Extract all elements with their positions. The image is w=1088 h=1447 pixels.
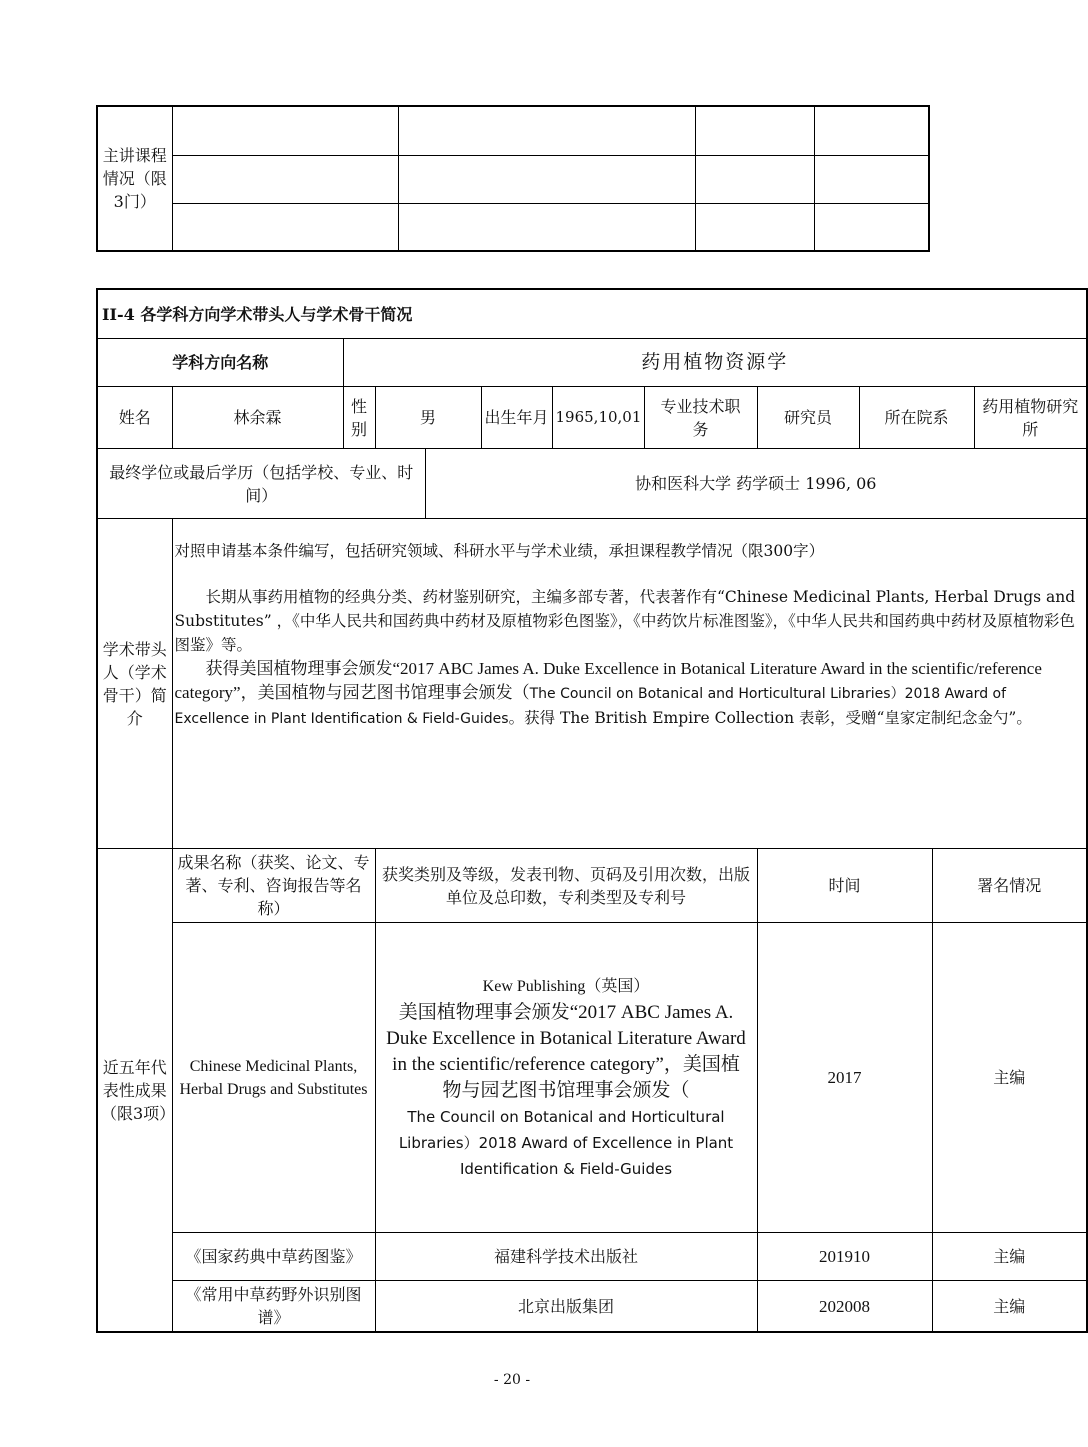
achievements-label: 近五年代表性成果（限3项） xyxy=(97,849,172,1333)
intro-body xyxy=(172,519,1087,849)
intro-paragraph-1: 长期从事药用植物的经典分类、药材鉴别研究，主编多部专著，代表著作有“Chinese Medicinal Plants, Herbal Drugs and Substitutes” ，《中华人民共和国药典中药材及原植物彩色图鉴》，《中药饮片标准图鉴》，《中华人民共和国药典中药材及原植物彩色图鉴》等。 xyxy=(174,588,1076,654)
intro-award-2: The Council on Botanical and Horticultural Libraries）2018 Award of Excellence in Plant Identification & Field-Guides xyxy=(174,686,1007,727)
achv-header-time: 时间 xyxy=(757,849,932,923)
title-label: 专业技术职 务 xyxy=(644,387,757,449)
course-cell xyxy=(172,155,398,203)
course-cell xyxy=(695,106,814,155)
course-cell xyxy=(398,106,695,155)
course-cell xyxy=(398,203,695,251)
section-title: II-4 各学科方向学术带头人与学术骨干简况 xyxy=(97,289,1087,339)
achv-header-name: 成果名称（获奖、论文、专著、专利、咨询报告等名称） xyxy=(172,849,375,923)
title-value: 研究员 xyxy=(757,387,859,449)
intro-paragraph-2 xyxy=(175,657,1085,731)
direction-value: 药用植物资源学 xyxy=(343,339,1087,387)
gender-label: 性别 xyxy=(343,387,375,449)
achv-item-1-name: Chinese Medicinal Plants, Herbal Drugs and Substitutes xyxy=(172,923,375,1233)
degree-value: 协和医科大学 药学硕士 1996, 06 xyxy=(425,449,1087,519)
course-cell xyxy=(398,155,695,203)
intro-instruction: 对照申请基本条件编写，包括研究领域、科研水平与学术业绩，承担课程教学情况（限300字） xyxy=(174,542,825,560)
intro-award-1: 获得美国植物理事会颁发“2017 ABC James A. Duke Excellence in Botanical Literature Award in the scientific/reference category”，美国植物与园艺图书馆理事会颁发（ xyxy=(174,659,1042,702)
intro-label: 学术带头人（学术骨干）简介 xyxy=(97,519,172,849)
achv-item-1-publisher: Kew Publishing（英国） xyxy=(482,977,650,995)
achv-item-1-award-1: 美国植物理事会颁发“2017 ABC James A. Duke Excellence in Botanical Literature Award in the scientific/reference category”，美国植物与园艺图书馆理事会颁发（ xyxy=(386,1001,746,1101)
leader-table xyxy=(96,288,1088,1333)
intro-award-3: 。获得 The British Empire Collection 表彰，受赠“皇家定制纪念金勺”。 xyxy=(508,709,1032,727)
achv-item-1-time: 2017 xyxy=(757,923,932,1233)
course-cell xyxy=(814,155,929,203)
achv-item-2-sign: 主编 xyxy=(932,1233,1087,1281)
achv-header-detail: 获奖类别及等级，发表刊物、页码及引用次数，出版单位及总印数，专利类型及专利号 xyxy=(375,849,757,923)
course-cell xyxy=(172,106,398,155)
dept-value: 药用植物研究所 xyxy=(974,387,1087,449)
achv-item-2-name: 《国家药典中草药图鉴》 xyxy=(172,1233,375,1281)
achv-item-2-time: 201910 xyxy=(757,1233,932,1281)
birth-label: 出生年月 xyxy=(481,387,552,449)
course-cell xyxy=(695,203,814,251)
direction-label: 学科方向名称 xyxy=(97,339,343,387)
achv-item-2-detail: 福建科学技术出版社 xyxy=(375,1233,757,1281)
birth-value: 1965,10,01 xyxy=(552,387,644,449)
course-cell xyxy=(814,203,929,251)
dept-label: 所在院系 xyxy=(859,387,974,449)
name-label: 姓名 xyxy=(97,387,172,449)
achv-item-1-award-2: The Council on Botanical and Horticultural Libraries）2018 Award of Excellence in Plant Identification & Field-Guides xyxy=(398,1107,734,1178)
achv-header-sign: 署名情况 xyxy=(932,849,1087,923)
achv-item-3-name: 《常用中草药野外识别图谱》 xyxy=(172,1281,375,1333)
achv-item-1-detail xyxy=(375,923,757,1233)
course-cell xyxy=(695,155,814,203)
courses-label: 主讲课程情况（限3门） xyxy=(97,106,172,251)
page-number: - 20 - xyxy=(493,1372,531,1388)
degree-label: 最终学位或最后学历（包括学校、专业、时间） xyxy=(97,449,425,519)
achv-item-3-time: 202008 xyxy=(757,1281,932,1333)
course-cell xyxy=(172,203,398,251)
gender-value: 男 xyxy=(375,387,481,449)
achv-item-3-detail: 北京出版集团 xyxy=(375,1281,757,1333)
achv-item-3-sign: 主编 xyxy=(932,1281,1087,1333)
courses-table xyxy=(96,105,930,252)
name-value: 林余霖 xyxy=(172,387,343,449)
achv-item-1-sign: 主编 xyxy=(932,923,1087,1233)
course-cell xyxy=(814,106,929,155)
